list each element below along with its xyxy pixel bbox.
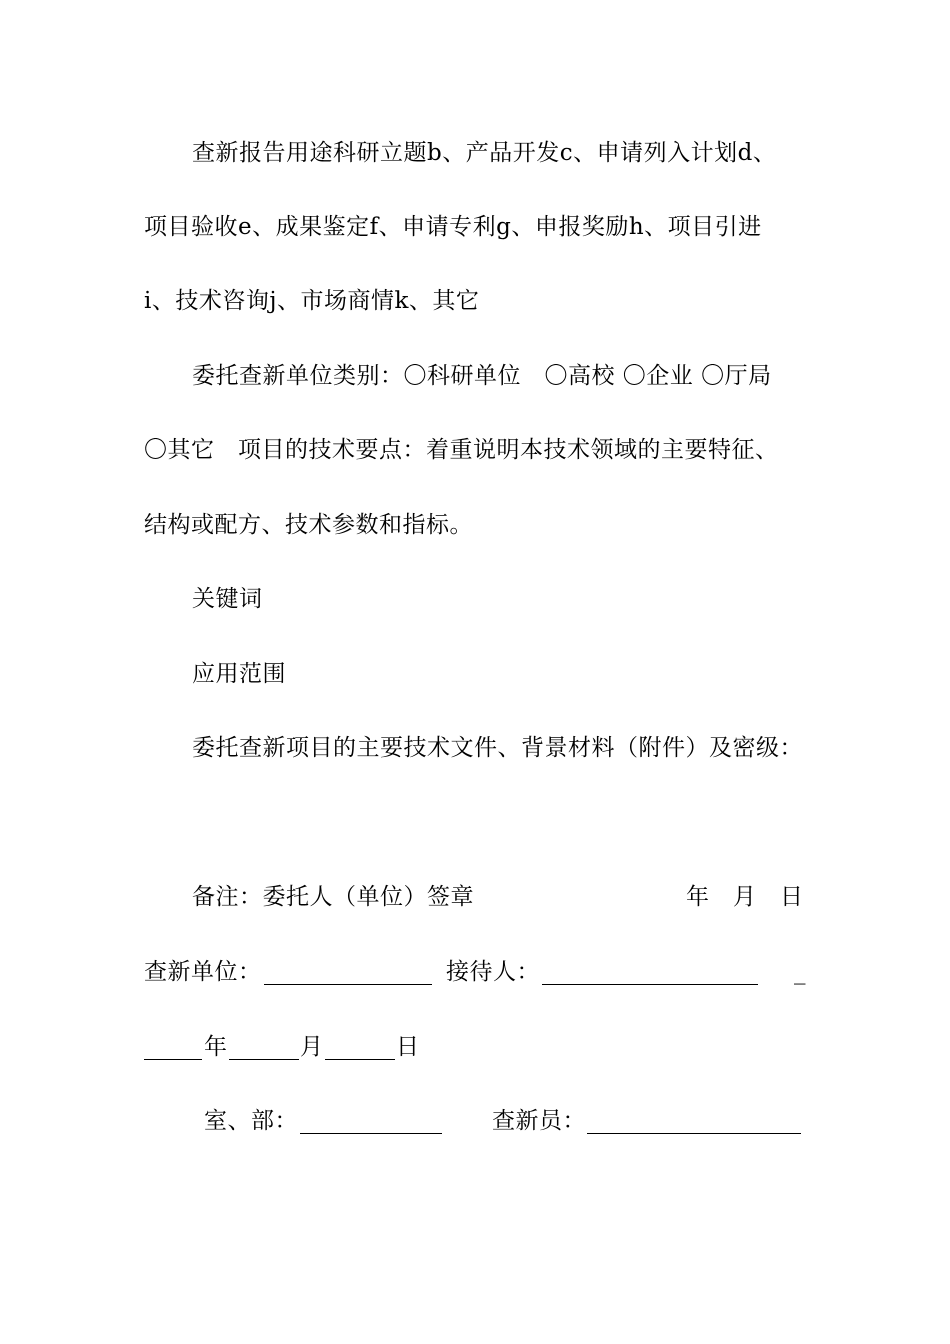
unit-type-line-1: 委托查新单位类别：〇科研单位 〇高校 〇企业 〇厅局 [192, 363, 772, 389]
remark-date: 年 月 日 [686, 884, 804, 910]
trailing-underscore: _ [794, 959, 806, 985]
day-field[interactable] [325, 1041, 395, 1060]
application-label: 应用范围 [192, 661, 286, 687]
year-field[interactable] [144, 1041, 202, 1060]
receiver-label: 接待人： [446, 959, 540, 985]
attachments-label: 委托查新项目的主要技术文件、背景材料（附件）及密级： [192, 735, 803, 761]
usage-line-3: i、技术咨询j、市场商情k、其它 [144, 288, 480, 314]
month-label: 月 [300, 1034, 324, 1060]
unit-type-line-2: 〇其它 项目的技术要点：着重说明本技术领域的主要特征、 [144, 437, 779, 463]
usage-line-2: 项目验收e、成果鉴定f、申请专利g、申报奖励h、项目引进 [144, 214, 762, 240]
searcher-label: 查新员： [492, 1108, 586, 1134]
remark-label: 备注：委托人（单位）签章 [192, 884, 474, 910]
usage-line-1: 查新报告用途科研立题b、产品开发c、申请列入计划d、 [192, 140, 777, 166]
keywords-label: 关键词 [192, 586, 263, 612]
searcher-field[interactable] [587, 1115, 801, 1134]
year-label: 年 [204, 1034, 228, 1060]
office-unit-field[interactable] [264, 966, 432, 985]
office-unit-label: 查新单位： [144, 959, 262, 985]
receiver-field[interactable] [542, 966, 758, 985]
dept-field[interactable] [300, 1115, 442, 1134]
unit-type-line-3: 结构或配方、技术参数和指标。 [144, 512, 473, 538]
day-label: 日 [396, 1034, 420, 1060]
dept-label: 室、部： [204, 1108, 298, 1134]
month-field[interactable] [229, 1041, 299, 1060]
